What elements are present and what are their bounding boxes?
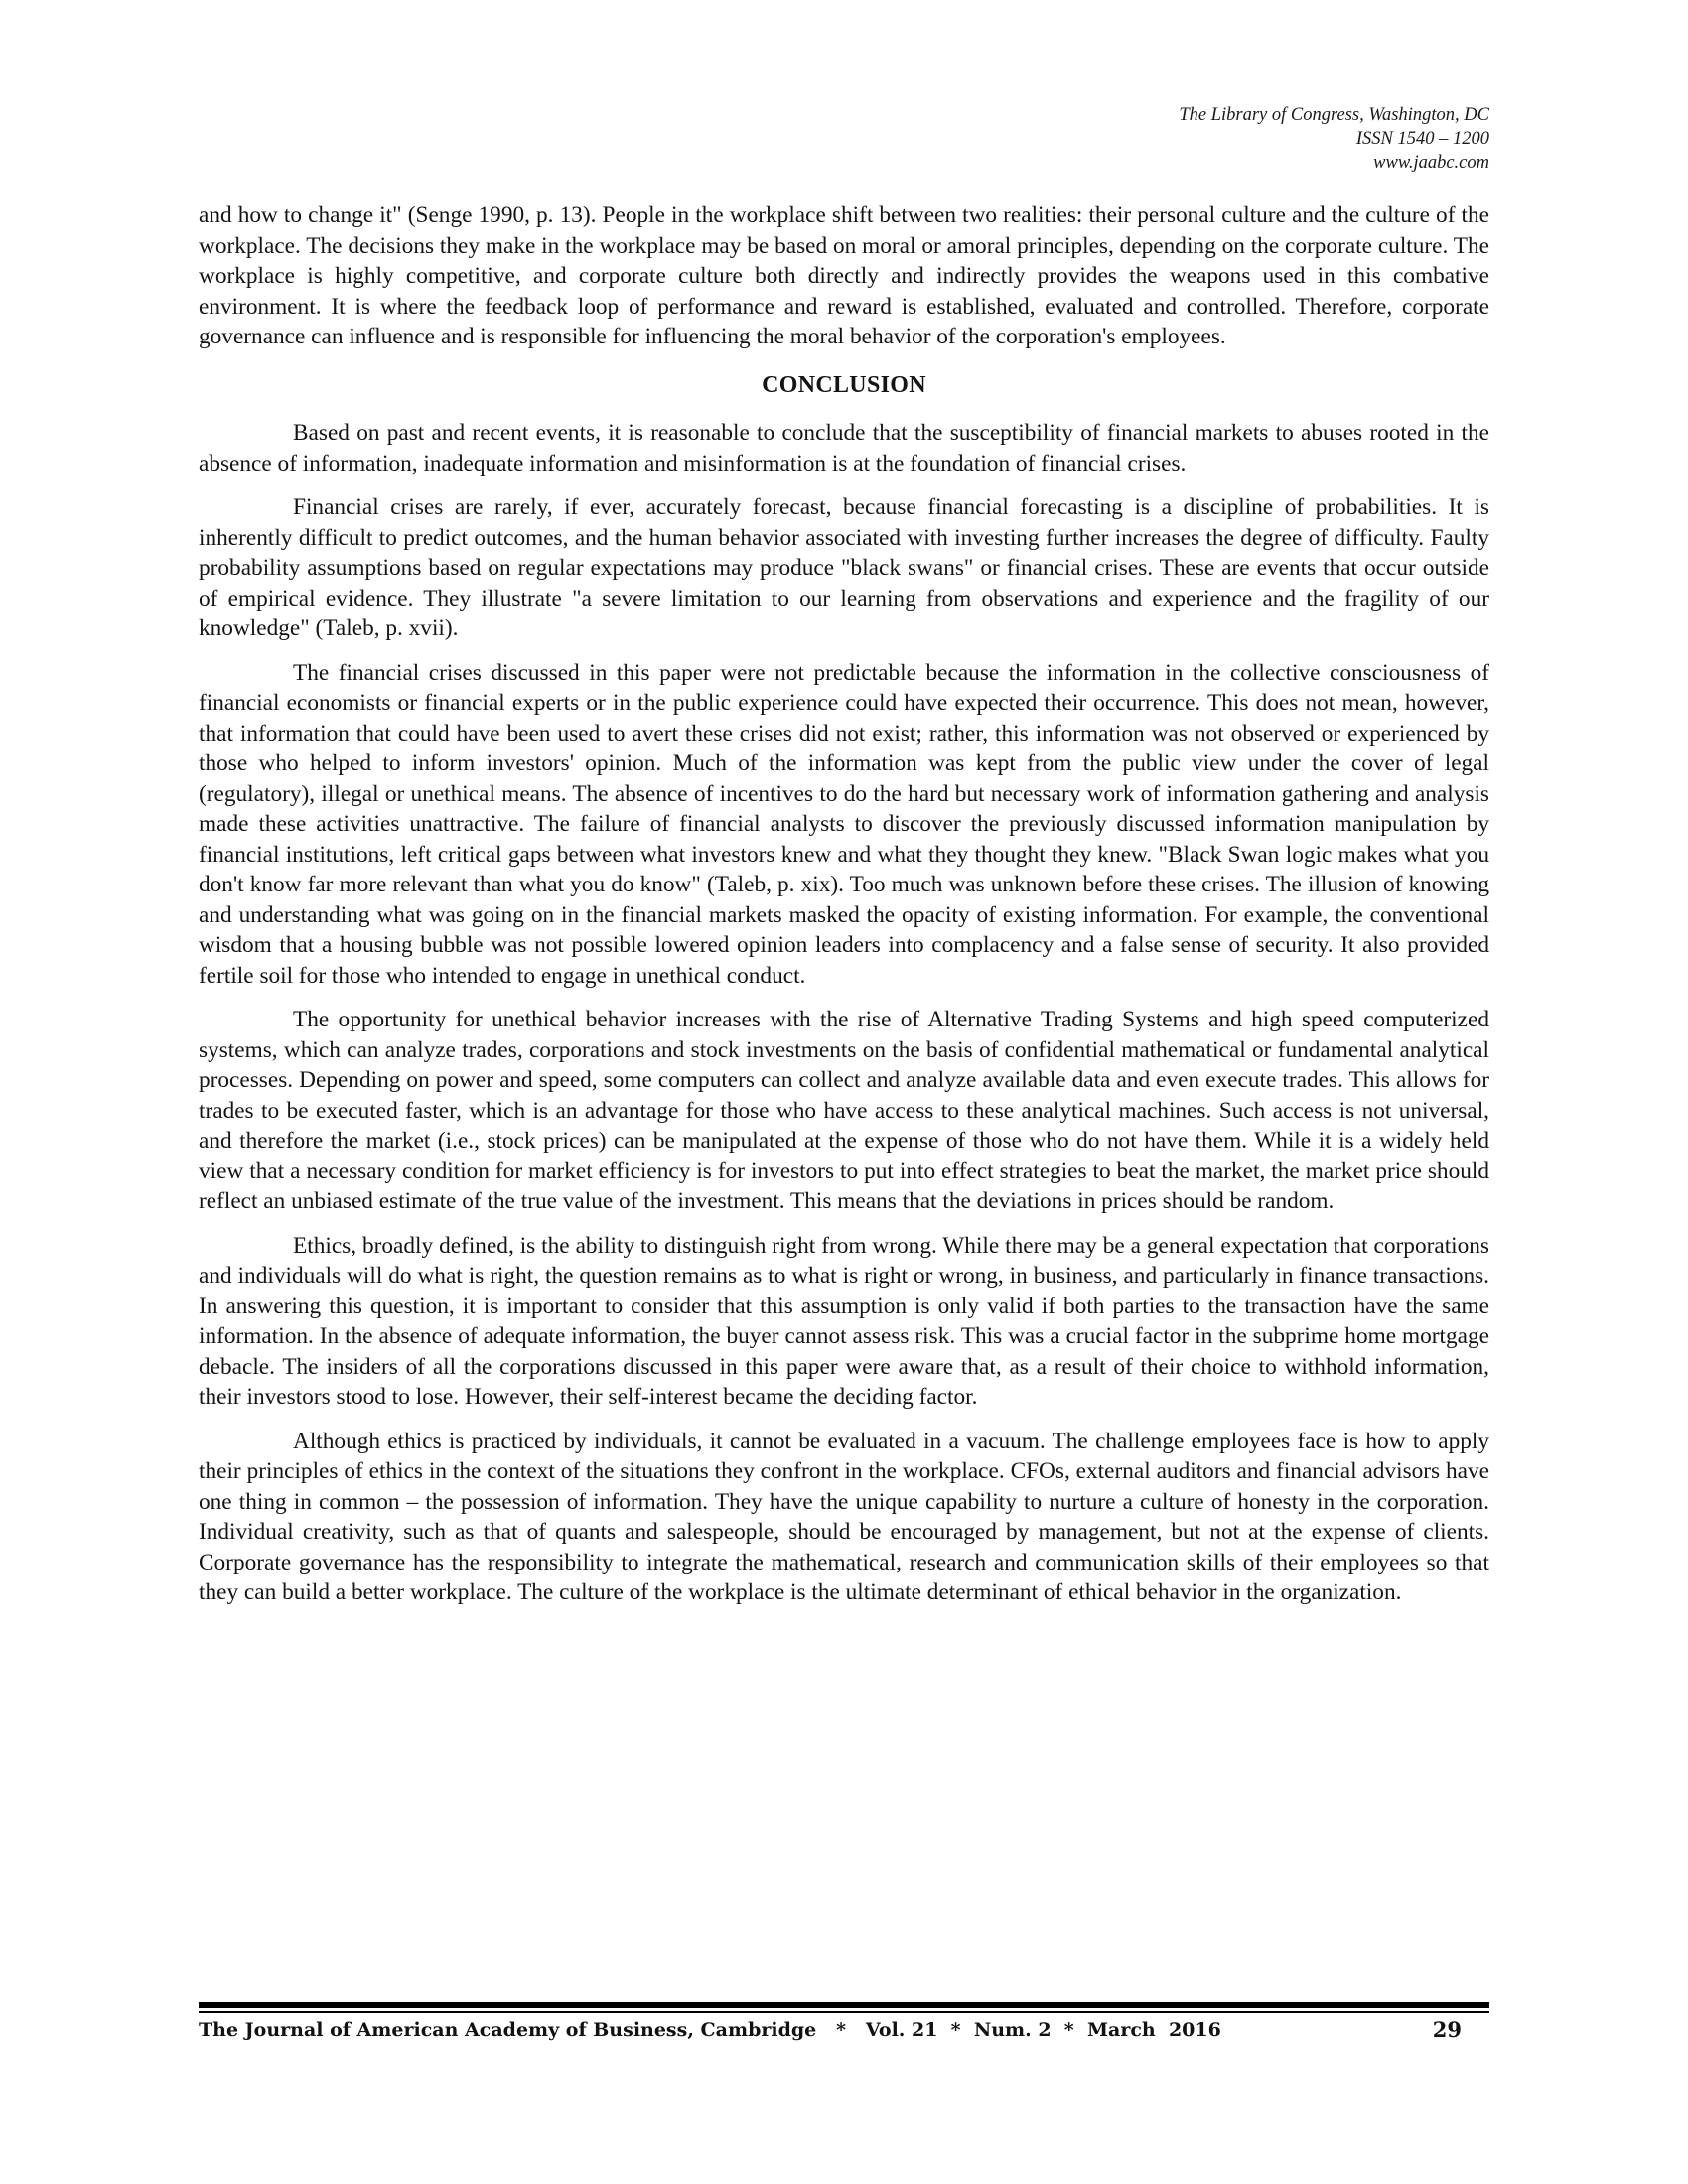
paragraph-4: The opportunity for unethical behavior increases with the rise of Alternative Trading Systems and high speed computerized systems, which can analyze trades, corporations and stock investments on the basis of confidential mathematical or fundamental analytical processes. Depending on power and speed, some computers can collect and analyze available data and even execute trades. This allows for trades to be executed faster, which is an advantage for those who have access to these analytical machines. Such access is not universal, and therefore the market (i.e., stock prices) can be manipulated at the expense of those who do not have them. While it is a widely held view that a necessary condition for market efficiency is for investors to put into effect strategies to beat the market, the market price should reflect an unbiased estimate of the true value of the investment. This means that the deviations in prices should be random. xyxy=(199,1007,1489,1214)
paragraph-2: Financial crises are rarely, if ever, accurately forecast, because financial forecasting is a discipline of probabilities. It is inherently difficult to predict outcomes, and the human behavior associated with investing further increases the degree of difficulty. Faulty probability assumptions based on regular expectations may produce "black swans" or financial crises. These are events that occur outside of empirical evidence. They illustrate "a severe limitation to our learning from observations and experience and the fragility of our knowledge" (Taleb, p. xvii). xyxy=(199,494,1489,641)
paragraph-6: Although ethics is practiced by individuals, it cannot be evaluated in a vacuum. The challenge employees face is how to apply their principles of ethics in the context of the situations they confront in the workplace. CFOs, external auditors and financial advisors have one thing in common – the possession of information. They have the unique capability to nurture a culture of honesty in the corporation. Individual creativity, such as that of quants and salespeople, should be encouraged by management, but not at the expense of clients. Corporate governance has the responsibility to integrate the mathematical, research and communication skills of their employees so that they can build a better workplace. The culture of the workplace is the ultimate determinant of ethical behavior in the organization. xyxy=(199,1428,1489,1605)
header-website-line: www.jaabc.com xyxy=(1373,153,1489,173)
footer-rule-thick xyxy=(199,2002,1489,2008)
header-issn-line: ISSN 1540 – 1200 xyxy=(1355,129,1489,149)
paragraph-continued: and how to change it" (Senge 1990, p. 13). People in the workplace shift between two realities: their personal culture and the culture of the workplace. The decisions they make in the workplace may be based on moral or amoral principles, depending on the corporate culture. The workplace is highly competitive, and corporate culture both directly and indirectly provides the weapons used in this combative environment. It is where the feedback loop of performance and reward is established, evaluated and controlled. Therefore, corporate governance can influence and is responsible for influencing the moral behavior of the corporation's employees. xyxy=(199,203,1489,349)
header-library-line: The Library of Congress, Washington, DC xyxy=(1179,105,1489,125)
page-footer xyxy=(199,2015,1489,2045)
paragraph-1: Based on past and recent events, it is reasonable to conclude that the susceptibility of financial markets to abuses rooted in the absence of information, inadequate information and misinformation is at the foundation of financial crises. xyxy=(199,420,1489,477)
paragraph-3: The financial crises discussed in this paper were not predictable because the information in the collective consciousness of financial economists or financial experts or in the public experience could have expected their occurrence. This does not mean, however, that information that could have been used to avert these crises did not exist; rather, this information was not observed or experienced by those who helped to inform investors' opinion. Much of the information was kept from the public view under the cover of legal (regulatory), illegal or unethical means. The absence of incentives to do the hard but necessary work of information gathering and analysis made these activities unattractive. The failure of financial analysts to discover the previously discussed information manipulation by financial institutions, left critical gaps between what investors knew and what they thought they knew. "Black Swan logic makes what you don't know far more relevant than what you do know" (Taleb, p. xix). Too much was unknown before these crises. The illusion of knowing and understanding what was going on in the financial markets masked the opacity of existing information. For example, the conventional wisdom that a housing bubble was not possible lowered opinion leaders into complacency and a false sense of security. It also provided fertile soil for those who intended to engage in unethical conduct. xyxy=(199,659,1489,989)
footer-journal-citation: The Journal of American Academy of Business, Cambridge * Vol. 21 * Num. 2 * March 2016 xyxy=(199,2019,1221,2041)
article-body xyxy=(199,201,1489,1622)
footer-rule-thin xyxy=(199,2011,1489,2013)
page-number: 29 xyxy=(1432,2017,1462,2042)
section-heading-conclusion: CONCLUSION xyxy=(762,371,926,398)
page-header xyxy=(1179,103,1489,175)
paragraph-5: Ethics, broadly defined, is the ability to distinguish right from wrong. While there may be a general expectation that corporations and individuals will do what is right, the question remains as to what is right or wrong, in business, and particularly in finance transactions. In answering this question, it is important to consider that this assumption is only valid if both parties to the transaction have the same information. In the absence of adequate information, the buyer cannot assess risk. This was a crucial factor in the subprime home mortgage debacle. The insiders of all the corporations discussed in this paper were aware that, as a result of their choice to withhold information, their investors stood to lose. However, their self-interest became the deciding factor. xyxy=(199,1232,1489,1410)
